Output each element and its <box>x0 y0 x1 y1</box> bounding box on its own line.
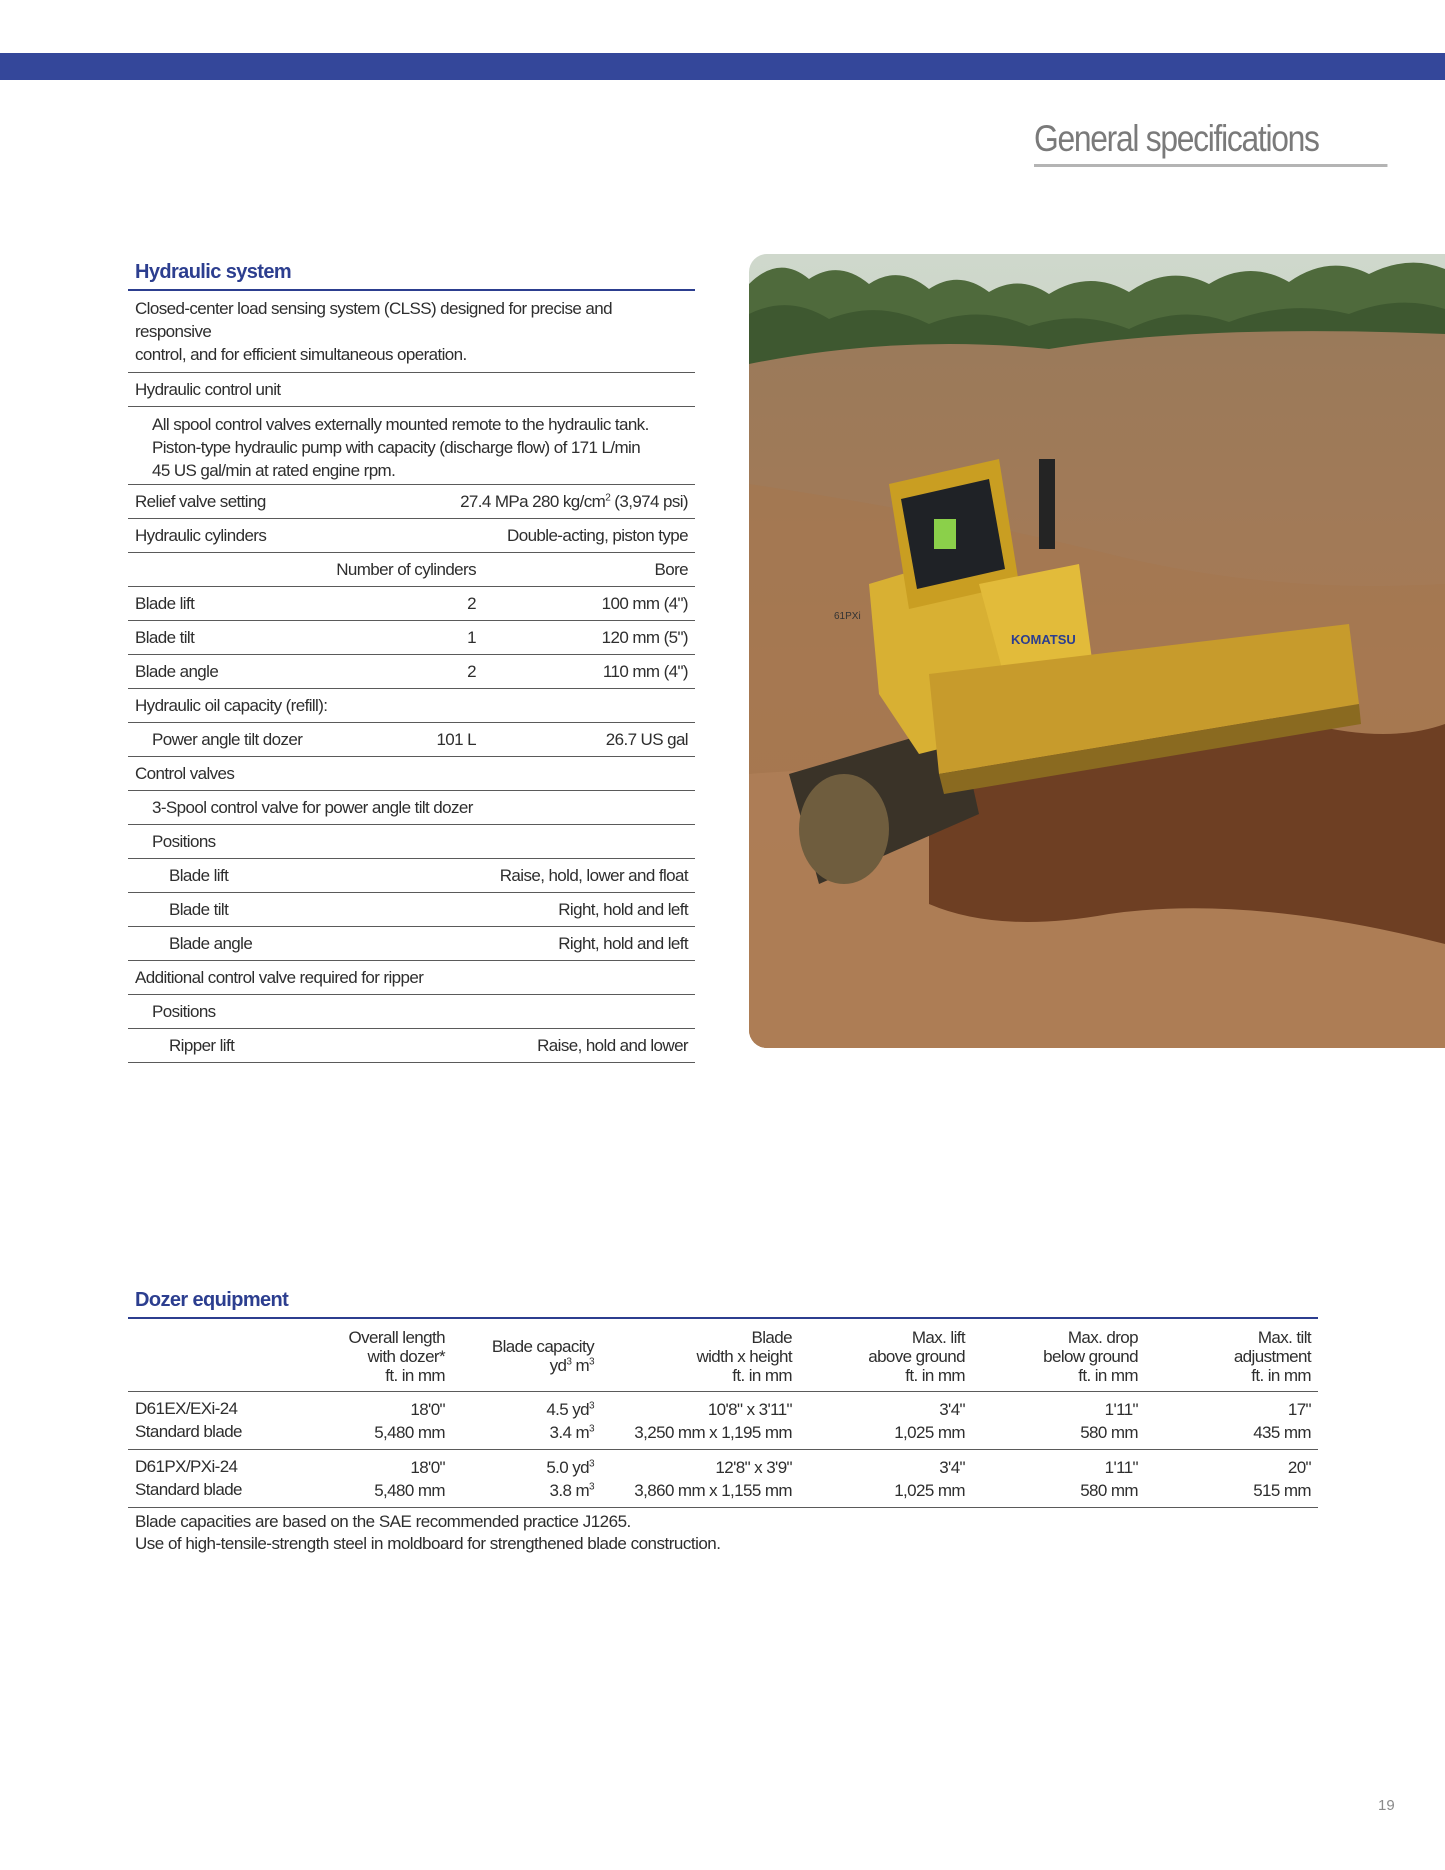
cylinder-number: 1 <box>467 628 476 647</box>
hydraulic-table <box>128 289 695 1063</box>
control-unit-label: Hydraulic control unit <box>135 380 281 399</box>
cylinder-name: Blade lift <box>135 594 195 613</box>
position-value: Right, hold and left <box>558 900 688 919</box>
positions-row <box>128 825 695 859</box>
blade-cell: 10'8" x 3'11" 3,250 mm x 1,195 mm <box>634 1400 792 1442</box>
oil-gallons: 26.7 US gal <box>605 730 688 749</box>
control-unit-text <box>128 407 695 485</box>
position-value: Right, hold and left <box>558 934 688 953</box>
control-unit-row <box>128 373 695 407</box>
length-cell: 18'0" 5,480 mm <box>374 1400 445 1442</box>
position-row <box>128 859 695 893</box>
col-bore-header: Bore <box>654 560 688 579</box>
cylinders-row <box>128 519 695 553</box>
hydraulic-intro <box>128 291 695 373</box>
control-valves-label: Control valves <box>135 764 235 783</box>
position-row <box>128 893 695 927</box>
komatsu-logo: KOMATSU <box>1011 632 1076 647</box>
positions-label: Positions <box>152 832 216 851</box>
control-unit-line-3: 45 US gal/min at rated engine rpm. <box>152 461 396 480</box>
spool-label: 3-Spool control valve for power angle tilt dozer <box>152 798 473 817</box>
position-name: Blade tilt <box>169 900 229 919</box>
position-name: Blade lift <box>169 866 229 885</box>
cylinder-bore: 120 mm (5") <box>601 628 688 647</box>
tilt-cell: 20" 515 mm <box>1253 1458 1311 1500</box>
model-badge: 61PXi <box>834 611 861 622</box>
cylinder-bore: 110 mm (4") <box>602 662 688 681</box>
ripper-name: Ripper lift <box>169 1036 235 1055</box>
oil-capacity-label: Hydraulic oil capacity (refill): <box>135 696 328 715</box>
length-cell: 18'0" 5,480 mm <box>374 1458 445 1500</box>
relief-value: 27.4 MPa 280 $kg/cm^2$ (3,974 psi) <box>460 492 688 511</box>
additional-valve-row <box>128 961 695 995</box>
relief-label: Relief valve setting <box>135 492 266 511</box>
oil-capacity-item-row <box>128 723 695 757</box>
bulldozer-photo <box>749 254 1445 1048</box>
control-unit-line-1: All spool control valves externally mounted remote to the hydraulic tank. <box>152 415 649 434</box>
col-number-header: Number of cylinders <box>336 560 476 579</box>
intro-line-2: control, and for efficient simultaneous operation. <box>135 345 467 364</box>
note-line-2: Use of high-tensile-strength steel in moldboard for strengthened blade construction. <box>135 1534 721 1553</box>
top-color-bar <box>0 53 1445 80</box>
oil-item-label: Power angle tilt dozer <box>152 730 303 749</box>
header-length: Overall length with dozer* ft. in mm <box>348 1328 445 1385</box>
positions-row <box>128 995 695 1029</box>
dozer-notes <box>135 1511 720 1555</box>
cylinder-row <box>128 587 695 621</box>
lift-cell: 3'4" 1,025 mm <box>894 1458 965 1500</box>
cylinder-number: 2 <box>467 594 476 613</box>
oil-capacity-row <box>128 689 695 723</box>
relief-valve-row <box>128 485 695 519</box>
header-capacity: Blade capacity $yd^3$ $m^3$ <box>491 1337 594 1375</box>
page-title: General specifications <box>1034 118 1387 167</box>
drop-cell: 1'11" 580 mm <box>1080 1400 1138 1442</box>
position-name: Blade angle <box>169 934 253 953</box>
positions-label: Positions <box>152 1002 216 1021</box>
header-lift: Max. lift above ground ft. in mm <box>868 1328 965 1385</box>
table-row <box>128 1450 1318 1508</box>
spool-row <box>128 791 695 825</box>
cylinder-number: 2 <box>467 662 476 681</box>
position-value: Raise, hold, lower and float <box>499 866 688 885</box>
cylinder-name: Blade angle <box>135 662 219 681</box>
control-unit-line-2: Piston-type hydraulic pump with capacity (discharge flow) of 171 L/min <box>152 438 641 457</box>
cylinders-value: Double-acting, piston type <box>507 526 688 545</box>
cylinder-row <box>128 655 695 689</box>
ripper-value: Raise, hold and lower <box>537 1036 688 1055</box>
capacity-cell: 4.5 $yd^3$ 3.4 $m^3$ <box>546 1400 594 1442</box>
cylinder-row <box>128 621 695 655</box>
dozer-table <box>128 1317 1318 1508</box>
table-row <box>128 1392 1318 1450</box>
lift-cell: 3'4" 1,025 mm <box>894 1400 965 1442</box>
ripper-row <box>128 1029 695 1063</box>
model-cell: D61PX/PXi-24 Standard blade <box>135 1457 242 1499</box>
cylinders-label: Hydraulic cylinders <box>135 526 267 545</box>
oil-liters: 101 L <box>436 730 476 749</box>
cylinder-name: Blade tilt <box>135 628 195 647</box>
dozer-header-row <box>128 1319 1318 1392</box>
cylinder-header-row <box>128 553 695 587</box>
tilt-cell: 17" 435 mm <box>1253 1400 1311 1442</box>
additional-valve-label: Additional control valve required for ripper <box>135 968 424 987</box>
header-blade: Blade width x height ft. in mm <box>696 1328 792 1385</box>
position-row <box>128 927 695 961</box>
blade-cell: 12'8" x 3'9" 3,860 mm x 1,155 mm <box>634 1458 792 1500</box>
drop-cell: 1'11" 580 mm <box>1080 1458 1138 1500</box>
model-cell: D61EX/EXi-24 Standard blade <box>135 1399 242 1441</box>
cylinder-bore: 100 mm (4") <box>601 594 688 613</box>
dozer-section-title: Dozer equipment <box>135 1289 289 1311</box>
control-valves-row <box>128 757 695 791</box>
hydraulic-section-title: Hydraulic system <box>135 261 292 283</box>
header-tilt: Max. tilt adjustment ft. in mm <box>1233 1328 1311 1385</box>
capacity-cell: 5.0 $yd^3$ 3.8 $m^3$ <box>546 1458 594 1500</box>
page-number: 19 <box>1378 1797 1395 1814</box>
header-drop: Max. drop below ground ft. in mm <box>1043 1328 1138 1385</box>
note-line-1: Blade capacities are based on the SAE recommended practice J1265. <box>135 1512 631 1531</box>
intro-line-1: Closed-center load sensing system (CLSS) designed for precise and responsive <box>135 299 612 341</box>
